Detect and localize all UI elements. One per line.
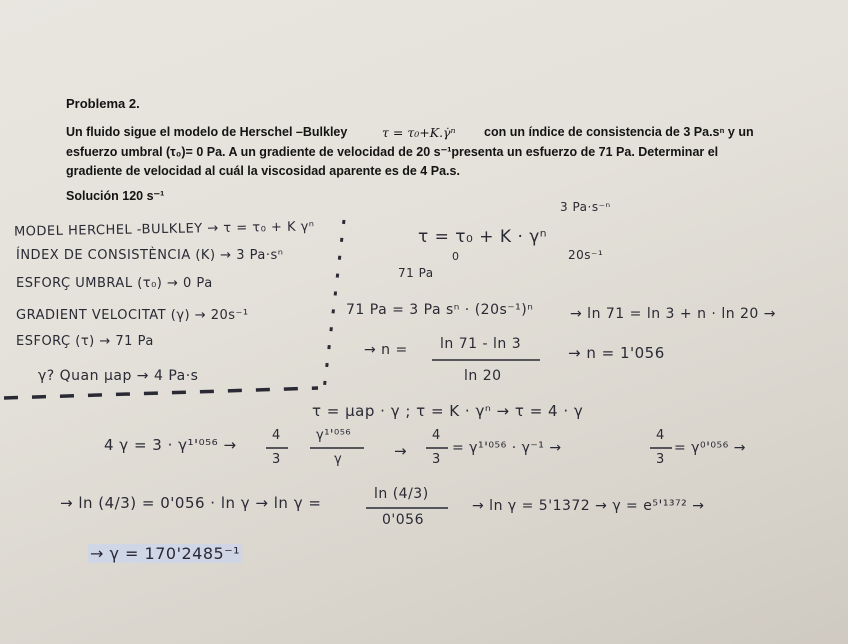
hw-frac-c-num: 4: [656, 428, 665, 443]
problem-title: Problema 2.: [66, 96, 140, 111]
hw-n-denominator: ln 20: [464, 368, 502, 384]
hw-ln-frac-den: 0'056: [382, 512, 424, 528]
statement-line-1a: Un fluido sigue el modelo de Herschel –Bulkley: [66, 125, 348, 139]
hw-data-line-4: GRADIENT VELOCITAT (γ) → 20s⁻¹: [16, 308, 249, 323]
hw-frac-gamma-den: γ: [334, 452, 343, 467]
hw-data-line-1: MODEL HERCHEL -BULKLEY → τ = τ₀ + K γⁿ: [13, 219, 315, 240]
hw-apparent-viscosity: τ = μap · γ ; τ = K · γⁿ → τ = 4 · γ: [312, 402, 584, 420]
hw-frac-gamma-num: γ¹'⁰⁵⁶: [316, 428, 352, 443]
hw-model-note-bottom: 20s⁻¹: [568, 248, 604, 262]
hw-frac-c-den: 3: [656, 452, 665, 467]
hw-row-4g-result: = γ⁰'⁰⁵⁶ →: [674, 440, 746, 456]
hw-n-result: → n = 1'056: [568, 344, 665, 362]
solution-label: Solución 120 s⁻¹: [66, 189, 165, 203]
hw-row-4g: 4 γ = 3 · γ¹'⁰⁵⁶ →: [104, 436, 237, 454]
hw-n-label: → n =: [364, 342, 408, 358]
hw-ln-eq: → ln 71 = ln 3 + n · ln 20 →: [570, 306, 777, 322]
hw-ln-row-b: → ln γ = 5'1372 → γ = e⁵'¹³⁷² →: [472, 498, 705, 514]
hw-frac-b-den: 3: [432, 452, 441, 467]
statement-formula: τ = τ₀+K.γ̇ⁿ: [382, 125, 456, 140]
hw-frac-b-num: 4: [432, 428, 441, 443]
hw-data-line-3: ESFORÇ UMBRAL (τ₀) → 0 Pa: [16, 276, 213, 291]
statement-line-1b: con un índice de consistencia de 3 Pa.sⁿ y un: [484, 125, 754, 139]
hw-frac-a-num: 4: [272, 428, 281, 443]
hw-question: γ? Quan μap → 4 Pa·s: [38, 368, 199, 384]
hw-substitution: 71 Pa = 3 Pa sⁿ · (20s⁻¹)ⁿ: [346, 302, 534, 318]
statement-line-3: gradiente de velocidad al cuál la viscosidad aparente es de 4 Pa.s.: [66, 164, 460, 178]
vertical-separator: [324, 220, 344, 390]
hw-n-numerator: ln 71 - ln 3: [440, 336, 522, 352]
hw-model-note-top: 3 Pa·s⁻ⁿ: [560, 200, 611, 214]
hw-arrow-mid: →: [394, 442, 408, 460]
statement-line-2: esfuerzo umbral (τ₀)= 0 Pa. A un gradiente de velocidad de 20 s⁻¹presenta un esfuerzo de 71 Pa. Determinar el: [66, 145, 719, 159]
horizontal-divider: [4, 388, 318, 398]
hw-final-answer: → γ = 170'2485⁻¹: [90, 544, 241, 563]
hw-ln-frac-num: ln (4/3): [374, 486, 429, 502]
hw-ln-row-a: → ln (4/3) = 0'056 · ln γ → ln γ =: [60, 494, 322, 512]
hw-model-zero: 0: [452, 250, 460, 263]
hw-data-line-2: ÍNDEX DE CONSISTÈNCIA (K) → 3 Pa·sⁿ: [16, 248, 284, 263]
hw-data-line-5: ESFORÇ (τ) → 71 Pa: [16, 334, 154, 349]
hw-model-eq: τ = τ₀ + K · γⁿ: [418, 227, 548, 247]
hw-frac-a-den: 3: [272, 452, 281, 467]
hw-frac-eq2: = γ¹'⁰⁵⁶ · γ⁻¹ →: [452, 440, 562, 456]
hw-71pa: 71 Pa: [398, 266, 434, 280]
